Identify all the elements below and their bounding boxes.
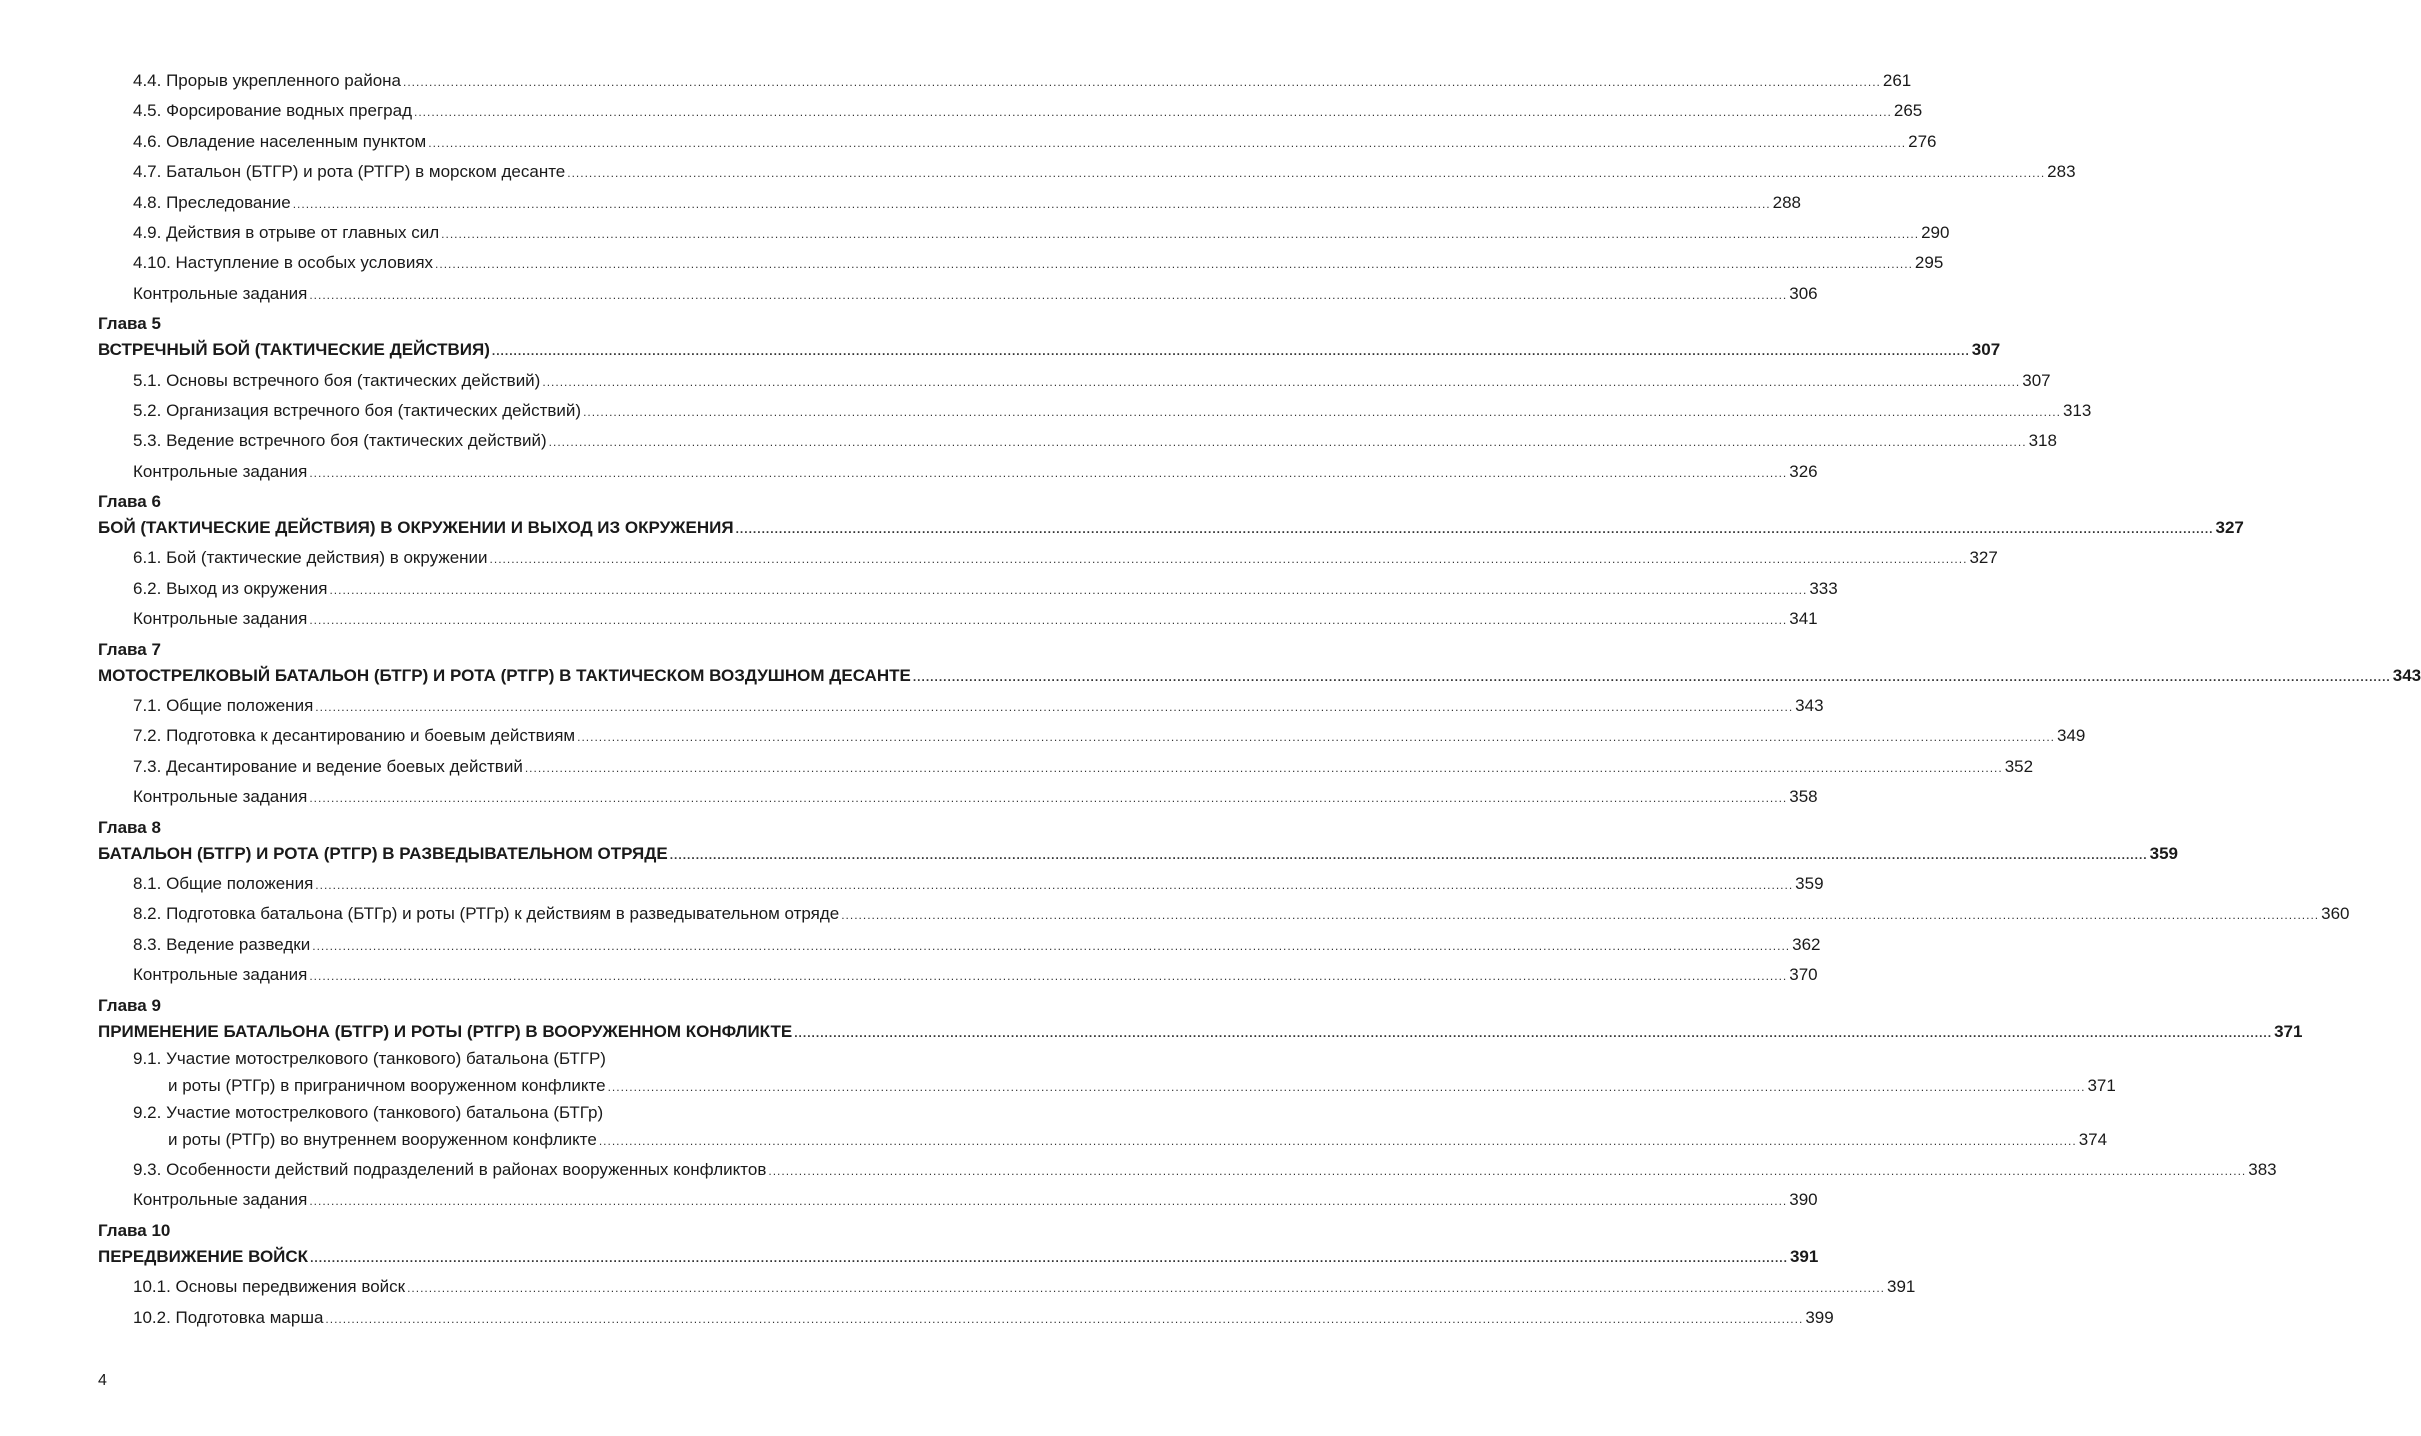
dot-leader <box>608 1074 2086 1101</box>
dot-leader <box>525 753 2003 783</box>
entry-page: 343 <box>2392 665 2421 685</box>
chapter-label: Глава 8 <box>98 817 161 837</box>
dot-leader <box>315 692 1793 722</box>
entry-page: 318 <box>2028 431 2057 451</box>
entry-page: 383 <box>2248 1159 2277 1179</box>
entry-page: 359 <box>2149 843 2178 863</box>
dot-leader <box>736 514 2214 544</box>
entry-title: 6.2. Выход из окружения <box>133 578 328 598</box>
toc-entry <box>98 1185 1818 1215</box>
entry-title: 6.1. Бой (тактические действия) в окружении <box>133 548 488 568</box>
entry-block <box>133 1099 2107 1155</box>
entry-page: 359 <box>1795 873 1824 893</box>
entry-title: 4.9. Действия в отрыве от главных сил <box>133 222 440 242</box>
toc-entry <box>98 96 1923 126</box>
entry-title: 4.7. Батальон (БТГР) и рота (РТГР) в морском десанте <box>133 162 566 182</box>
entry-page: 333 <box>1809 578 1838 598</box>
dot-leader <box>549 427 2027 457</box>
dot-leader <box>403 67 1881 97</box>
entry-title: 9.1. Участие мотострелкового (танкового) батальона (БТГР) <box>133 1048 606 1068</box>
dot-leader <box>490 544 1968 574</box>
entry-title: ПРИМЕНЕНИЕ БАТАЛЬОНА (БТГР) И РОТЫ (РТГР) В ВООРУЖЕННОМ КОНФЛИКТЕ <box>98 1021 793 1041</box>
toc-entry <box>98 218 1950 248</box>
entry-page: 313 <box>2062 400 2092 420</box>
entry-title: 4.4. Прорыв укрепленного района <box>133 71 401 90</box>
entry-title: 7.3. Десантирование и ведение боевых действий <box>133 756 523 776</box>
dot-leader <box>542 367 2020 397</box>
dot-leader <box>315 870 1793 900</box>
entry-page: 391 <box>1789 1246 1819 1266</box>
entry-page: 326 <box>1789 461 1818 481</box>
entry-title: 4.5. Форсирование водных преград <box>133 101 412 121</box>
dot-leader <box>312 931 1790 961</box>
entry-page: 307 <box>2022 370 2051 390</box>
entry-title: МОТОСТРЕЛКОВЫЙ БАТАЛЬОН (БТГР) И РОТА (РТГР) В ТАКТИЧЕСКОМ ВОЗДУШНОМ ДЕСАНТЕ <box>98 665 911 685</box>
entry-page: 290 <box>1921 222 1950 242</box>
chapter-title-row <box>98 1242 1819 1272</box>
toc-entry <box>98 1155 2277 1185</box>
dot-leader <box>913 662 2391 692</box>
toc-entry <box>98 66 1912 96</box>
entry-title-continued <box>133 1126 2107 1155</box>
toc-entry <box>98 426 2057 456</box>
dot-leader <box>309 605 1787 635</box>
toc-entry <box>98 782 1818 812</box>
dot-leader <box>492 336 1970 366</box>
entry-page: 391 <box>1886 1277 1916 1297</box>
entry-title: 4.8. Преследование <box>133 192 291 212</box>
toc-entry <box>98 366 2051 396</box>
entry-page: 288 <box>1772 192 1801 212</box>
entry-block <box>133 1045 2116 1101</box>
entry-title: 10.2. Подготовка марша <box>133 1307 324 1327</box>
chapter-title-row <box>98 335 2001 365</box>
toc-entry <box>98 869 1824 899</box>
chapter-label: Глава 5 <box>98 314 161 334</box>
dot-leader <box>293 189 1771 219</box>
toc-entry <box>98 188 1801 218</box>
entry-page: 349 <box>2057 726 2086 746</box>
entry-page: 307 <box>1971 340 2001 360</box>
toc-entry-multiline <box>98 1047 2116 1101</box>
entry-page: 374 <box>2078 1129 2108 1149</box>
entry-title: Контрольные задания <box>133 1190 308 1210</box>
chapter-label: Глава 10 <box>98 1220 171 1240</box>
dot-leader <box>325 1304 1803 1334</box>
entry-page: 371 <box>2087 1075 2116 1095</box>
entry-page: 362 <box>1792 934 1821 954</box>
dot-leader <box>428 128 1906 158</box>
entry-title: Контрольные задания <box>133 965 308 985</box>
entry-page: 261 <box>1882 71 1912 90</box>
toc-entry <box>98 930 1821 960</box>
dot-leader <box>794 1018 2272 1048</box>
entry-page: 360 <box>2321 904 2350 924</box>
page-number: 4 <box>98 1372 107 1389</box>
chapter-title-row <box>98 1017 2303 1047</box>
entry-page: 371 <box>2274 1021 2303 1041</box>
dot-leader <box>583 397 2061 427</box>
entry-title: Контрольные задания <box>133 461 308 481</box>
entry-page: 358 <box>1789 787 1818 807</box>
chapter-label: Глава 9 <box>98 995 161 1015</box>
entry-title-continued <box>133 1072 2116 1101</box>
dot-leader <box>670 840 2148 870</box>
entry-title: 5.2. Организация встречного боя (тактических действий) <box>133 400 582 420</box>
toc-entry <box>98 457 1818 487</box>
entry-page: 295 <box>1914 253 1944 273</box>
dot-leader <box>435 249 1913 279</box>
entry-page: 327 <box>2215 518 2244 538</box>
entry-title: 7.1. Общие положения <box>133 696 314 716</box>
dot-leader <box>309 961 1787 991</box>
table-of-contents <box>98 66 2421 1333</box>
chapter-title-row <box>98 839 2178 869</box>
entry-title: 8.2. Подготовка батальона (БТГр) и роты (РТГр) к действиям в разведывательном отряде <box>133 904 840 924</box>
dot-leader <box>768 1156 2246 1186</box>
toc-entry <box>98 1303 1834 1333</box>
dot-leader <box>310 1243 1788 1273</box>
entry-title: БАТАЛЬОН (БТГР) И РОТА (РТГР) В РАЗВЕДЫВАТЕЛЬНОМ ОТРЯДЕ <box>98 843 668 863</box>
chapter-label: Глава 7 <box>98 639 161 659</box>
dot-leader <box>577 722 2055 752</box>
entry-title: ПЕРЕДВИЖЕНИЕ ВОЙСК <box>98 1246 309 1266</box>
entry-page: 370 <box>1789 965 1818 985</box>
entry-title: 4.10. Наступление в особых условиях <box>133 253 434 273</box>
toc-entry <box>98 279 1818 309</box>
entry-title: Контрольные задания <box>133 609 308 629</box>
dot-leader <box>309 783 1787 813</box>
toc-entry <box>98 248 1944 278</box>
dot-leader <box>407 1273 1885 1303</box>
entry-title: 4.6. Овладение населенным пунктом <box>133 131 427 151</box>
toc-entry <box>98 157 2076 187</box>
dot-leader <box>414 97 1892 127</box>
entry-page: 341 <box>1789 609 1818 629</box>
entry-title: 10.1. Основы передвижения войск <box>133 1277 406 1297</box>
entry-title: БОЙ (ТАКТИЧЕСКИЕ ДЕЙСТВИЯ) В ОКРУЖЕНИИ И ВЫХОД ИЗ ОКРУЖЕНИЯ <box>98 518 734 538</box>
toc-entry <box>98 574 1838 604</box>
entry-title: 5.1. Основы встречного боя (тактических действий) <box>133 370 541 390</box>
toc-entry <box>98 604 1818 634</box>
entry-page: 327 <box>1969 548 1998 568</box>
toc-entry <box>98 960 1818 990</box>
toc-entry <box>98 396 2092 426</box>
entry-title: ВСТРЕЧНЫЙ БОЙ (ТАКТИЧЕСКИЕ ДЕЙСТВИЯ) <box>98 340 490 360</box>
toc-entry <box>98 752 2034 782</box>
chapter-title-row <box>98 661 2421 691</box>
entry-page: 283 <box>2047 162 2076 182</box>
dot-leader <box>329 575 1807 605</box>
toc-entry <box>98 127 1937 157</box>
entry-page: 390 <box>1789 1190 1818 1210</box>
entry-title: 9.2. Участие мотострелкового (танкового) батальона (БТГр) <box>133 1102 604 1122</box>
toc-entry <box>98 721 2086 751</box>
entry-page: 399 <box>1805 1307 1834 1327</box>
entry-title: 8.1. Общие положения <box>133 873 314 893</box>
entry-title: Контрольные задания <box>133 283 308 303</box>
entry-title: 5.3. Ведение встречного боя (тактических действий) <box>133 431 547 451</box>
chapter-title-row <box>98 513 2244 543</box>
entry-title: Контрольные задания <box>133 787 308 807</box>
entry-page: 352 <box>2004 756 2034 776</box>
entry-title-line2: и роты (РТГр) в приграничном вооруженном конфликте <box>168 1075 606 1095</box>
chapter-label: Глава 6 <box>98 492 161 512</box>
toc-entry-multiline <box>98 1101 2108 1155</box>
toc-entry <box>98 1272 1916 1302</box>
dot-leader <box>309 458 1787 488</box>
dot-leader <box>841 900 2319 930</box>
dot-leader <box>309 280 1787 310</box>
entry-title: 7.2. Подготовка к десантированию и боевым действиям <box>133 726 576 746</box>
entry-page: 343 <box>1795 696 1824 716</box>
dot-leader <box>441 219 1919 249</box>
dot-leader <box>309 1186 1787 1216</box>
toc-entry <box>98 543 1998 573</box>
entry-page: 306 <box>1789 283 1818 303</box>
toc-entry <box>98 899 2350 929</box>
toc-entry <box>98 691 1824 721</box>
entry-page: 265 <box>1893 101 1923 121</box>
dot-leader <box>599 1128 2077 1155</box>
entry-title: 8.3. Ведение разведки <box>133 934 311 954</box>
entry-title-line2: и роты (РТГр) во внутреннем вооруженном конфликте <box>168 1129 597 1149</box>
entry-title: 9.3. Особенности действий подразделений в районах вооруженных конфликтов <box>133 1159 767 1179</box>
dot-leader <box>567 158 2045 188</box>
entry-page: 276 <box>1908 131 1937 151</box>
